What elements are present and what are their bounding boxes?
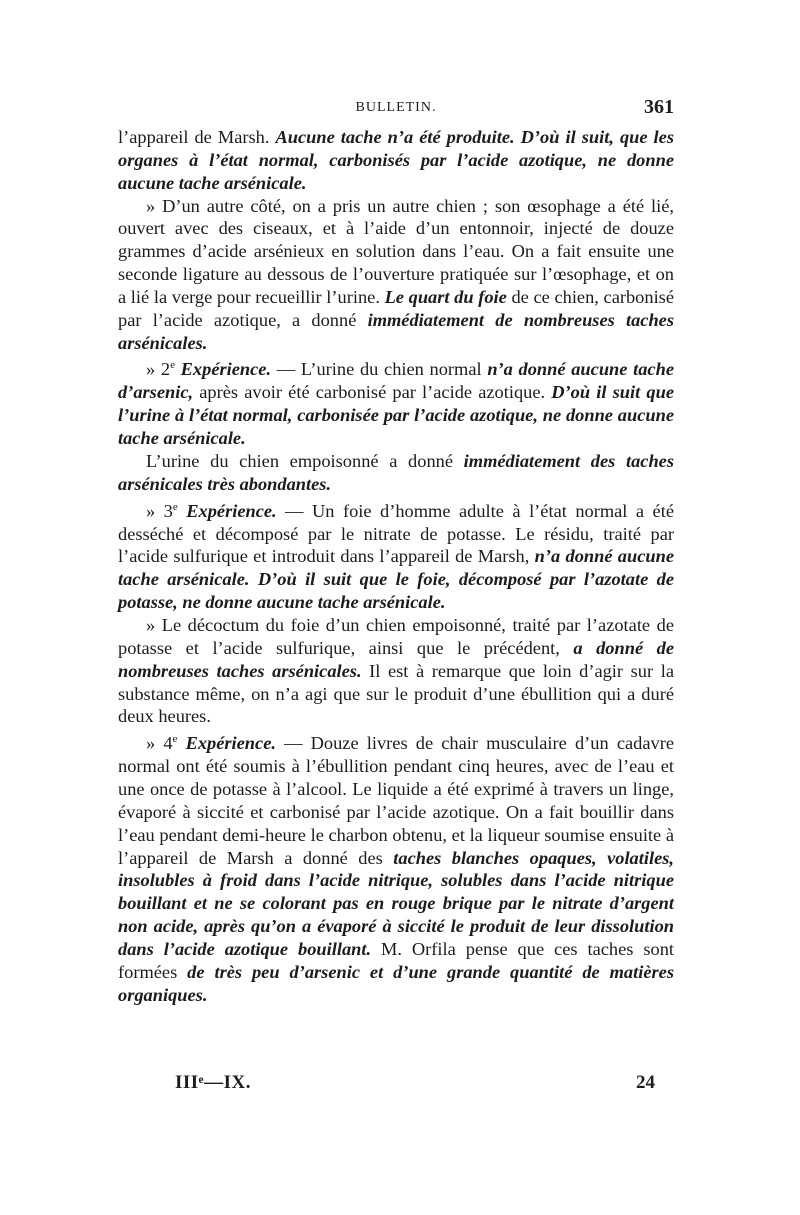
text-run: — Un foie d’homme adulte à l’état normal a été desséché et décomposé par le nitrate de potasse. Le résidu, traité par l’acide sulfurique et introduit dans l’appareil de Marsh, bbox=[118, 500, 674, 567]
text-run bbox=[177, 733, 185, 753]
paragraph-7 bbox=[118, 728, 674, 1006]
text-run: immédiatement des taches arsénicales très abondantes. bbox=[118, 450, 674, 494]
paragraph-6 bbox=[118, 614, 674, 728]
page-footer bbox=[175, 1072, 655, 1102]
page-header bbox=[118, 96, 674, 124]
signature-mark: IIIᵉ—IX. bbox=[175, 1072, 251, 1093]
text-run: Aucune tache n’a été produite. D’où il suit, que les organes à l’état normal, carbonisés par l’acide azotique, ne donne aucune tache arsénicale. bbox=[118, 127, 674, 193]
text-run: e bbox=[172, 500, 178, 513]
text-run: » 2 bbox=[146, 359, 171, 380]
text-run: e bbox=[172, 733, 178, 746]
text-run: de ce chien, carbonisé par l’acide azotique, a donné bbox=[118, 286, 674, 330]
paragraph-4 bbox=[118, 450, 674, 496]
text-run: — Douze livres de chair musculaire d’un cadavre normal ont été soumis à l’ébullition pendant cinq heures, avec de l’eau et une once de potasse à l’alcool. Le liquide a été exprimé à travers un linge, évaporé à siccité et carbonisé par l’acide azotique. On a fait bouillir dans l’eau pendant demi-heure le charbon obtenu, et la liqueur soumise ensuite à l’appareil de Marsh a donné des bbox=[118, 733, 674, 868]
text-run: n’a donné aucune tache arsénicale. D’où il suit que le foie, décomposé par l’azotate de potasse, ne donne aucune tache arsénicale. bbox=[118, 546, 674, 613]
text-run: Expérience. bbox=[186, 500, 277, 521]
text-run: après avoir été carbonisé par l’acide azotique. bbox=[193, 382, 552, 403]
text-run: a donné de nombreuses taches arsénicales. bbox=[118, 637, 674, 681]
running-title: BULLETIN. bbox=[355, 100, 437, 115]
text-run: e bbox=[170, 359, 175, 372]
text-run: immédiatement de nombreuses taches arsénicales. bbox=[118, 309, 674, 353]
text-run: D’où il suit que l’urine à l’état normal, carbonisée par l’acide azotique, ne donne aucune tache arsénicale. bbox=[118, 382, 675, 449]
text-run: — L’urine du chien normal bbox=[271, 359, 488, 380]
text-run: » Le décoctum du foie d’un chien empoisonné, traité par l’azotate de potasse et l’acide sulfurique, ainsi que le précédent, bbox=[118, 614, 674, 658]
paragraph-1 bbox=[118, 126, 674, 195]
text-run: taches blanches opaques, volatiles, insolubles à froid dans l’acide nitrique, solubles dans l’acide nitrique bouillant et ne se colorant pas en rouge brique par le nitrate d’argent non acide, après qu’on a évaporé à siccité le produit de leur dissolution dans l’acide azotique bouillant. bbox=[118, 847, 674, 959]
text-run: n’a donné aucune tache d’arsenic, bbox=[118, 359, 674, 403]
paragraph-5 bbox=[118, 496, 674, 614]
text-run: Le quart du foie bbox=[384, 286, 507, 307]
body-text bbox=[118, 126, 674, 1006]
text-run: Expérience. bbox=[180, 359, 272, 380]
text-run: M. Orfila pense que ces taches sont formées bbox=[118, 938, 675, 982]
text-run: l’appareil de Marsh. bbox=[118, 127, 276, 147]
text-run: Il est à remarque que loin d’agir sur la substance même, on n’a agi que sur le produit d’une ébullition qui a duré deux heures. bbox=[118, 660, 674, 727]
text-run: » 3 bbox=[146, 500, 173, 521]
text-run: Expérience. bbox=[185, 733, 276, 754]
text-run: » D’un autre côté, on a pris un autre chien ; son œsophage a été lié, ouvert avec des ciseaux, et à l’aide d’un entonnoir, injecté de douze grammes d’acide arsénieux en solution dans l’eau. On a fait ensuite une seconde ligature au dessous de l’ouverture pratiquée sur l’œsophage, et on a lié la verge pour recueillir l’urine. bbox=[118, 195, 674, 307]
text-run: de très peu d’arsenic et d’une grande quantité de matières organiques. bbox=[118, 961, 674, 1005]
paragraph-3 bbox=[118, 354, 674, 450]
text-run: L’urine du chien empoisonné a donné bbox=[146, 450, 464, 471]
page-number: 361 bbox=[644, 96, 674, 118]
text-run bbox=[178, 501, 186, 521]
text-run: » 4 bbox=[146, 733, 173, 754]
paragraph-2 bbox=[118, 195, 674, 355]
sheet-number: 24 bbox=[636, 1072, 655, 1093]
